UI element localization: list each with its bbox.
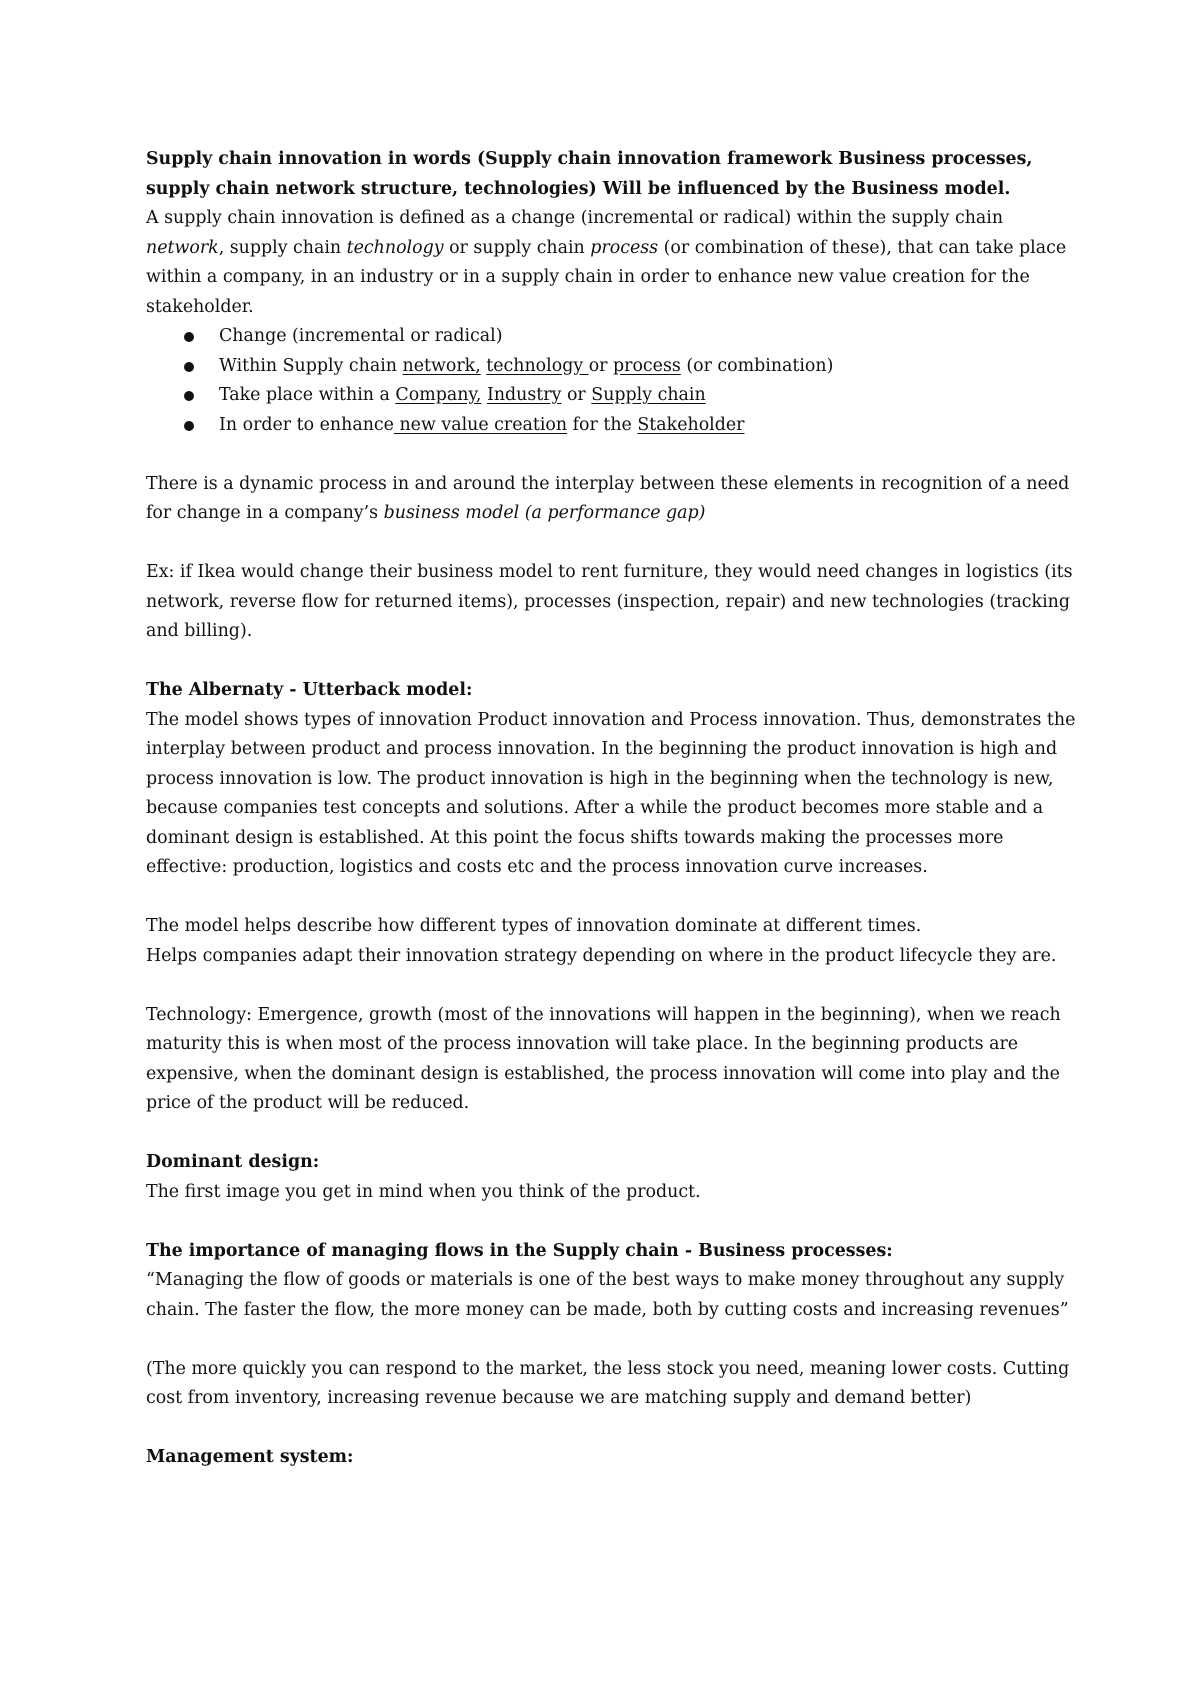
paragraph-gap <box>146 1119 1076 1149</box>
section-heading-albernaty: The Albernaty - Utterback model: <box>146 680 473 700</box>
model-helps-line-1: The model helps describe how different types of innovation dominate at different times. <box>146 916 922 936</box>
section-heading-dominant-design: Dominant design: <box>146 1152 320 1172</box>
bullet-dot-icon <box>184 391 194 401</box>
section-heading-supply-chain-innovation: Supply chain innovation in words (Supply chain innovation framework Business processes, supply chain network structure, technologies) Will be influenced by the Business model. <box>146 149 1033 199</box>
paragraph-gap <box>146 440 1076 470</box>
model-helps-line-2: Helps companies adapt their innovation strategy depending on where in the product lifecycle they are. <box>146 945 1057 966</box>
flows-quote-paragraph: “Managing the flow of goods or materials is one of the best ways to make money throughout any supply chain. The faster the flow, the more money can be made, both by cutting costs and increasing revenues” <box>146 1270 1069 1320</box>
term-network: network <box>146 237 219 258</box>
technology-paragraph: Technology: Emergence, growth (most of the innovations will happen in the beginning), when we reach maturity this is when most of the process innovation will take place. In the beginning products are expensive, when the dominant design is established, the process innovation will come into play and the price of the product will be reduced. <box>146 1004 1061 1113</box>
bullet-dot-icon <box>184 421 194 431</box>
section-heading-managing-flows: The importance of managing flows in the Supply chain - Business processes: <box>146 1240 893 1261</box>
paragraph-gap <box>146 1325 1076 1355</box>
definition-paragraph: A supply chain innovation is defined as a change (incremental or radical) within the supply chain network, supply chain technology or supply chain process (or combination of these), that can take place within a company, in an industry or in a supply chain in order to enhance new value creation for the stakeholder. <box>146 208 1067 317</box>
bullet-dot-icon <box>184 362 194 372</box>
list-item: In order to enhance new value creation for the Stakeholder <box>146 411 1076 441</box>
dynamic-process-paragraph: There is a dynamic process in and around the interplay between these elements in recognition of a need for change in a company’s business model (a performance gap) <box>146 473 1070 523</box>
paragraph-gap <box>146 883 1076 913</box>
bullet-dot-icon <box>184 332 194 342</box>
dominant-design-paragraph: The first image you get in mind when you think of the product. <box>146 1181 701 1202</box>
term-technology: technology <box>346 237 444 258</box>
paragraph-gap <box>146 971 1076 1001</box>
document-page <box>146 145 1076 1473</box>
paragraph-gap <box>146 1207 1076 1237</box>
paragraph-gap <box>146 647 1076 677</box>
section-heading-management-system: Management system: <box>146 1447 354 1467</box>
example-paragraph: Ex: if Ikea would change their business model to rent furniture, they would need changes in logistics (its network, reverse flow for returned items), processes (inspection, repair) and new technologies (tracking and billing). <box>146 562 1073 641</box>
term-process: process <box>590 237 659 258</box>
list-item: Within Supply chain network, technology or process (or combination) <box>146 352 1076 382</box>
paragraph-gap <box>146 529 1076 559</box>
flows-note-paragraph: (The more quickly you can respond to the market, the less stock you need, meaning lower costs. Cutting cost from inventory, increasing revenue because we are matching supply and demand better) <box>146 1358 1070 1408</box>
list-item: Take place within a Company, Industry or Supply chain <box>146 381 1076 411</box>
bullet-list <box>146 322 1076 440</box>
albernaty-paragraph: The model shows types of innovation Product innovation and Process innovation. Thus, demonstrates the interplay between product and process innovation. In the beginning the product innovation is high and process innovation is low. The product innovation is high in the beginning when the technology is new, because companies test concepts and solutions. After a while the product becomes more stable and a dominant design is established. At this point the focus shifts towards making the processes more effective: production, logistics and costs etc and the process innovation curve increases. <box>146 709 1076 877</box>
paragraph-gap <box>146 1414 1076 1444</box>
list-item: Change (incremental or radical) <box>146 322 1076 352</box>
